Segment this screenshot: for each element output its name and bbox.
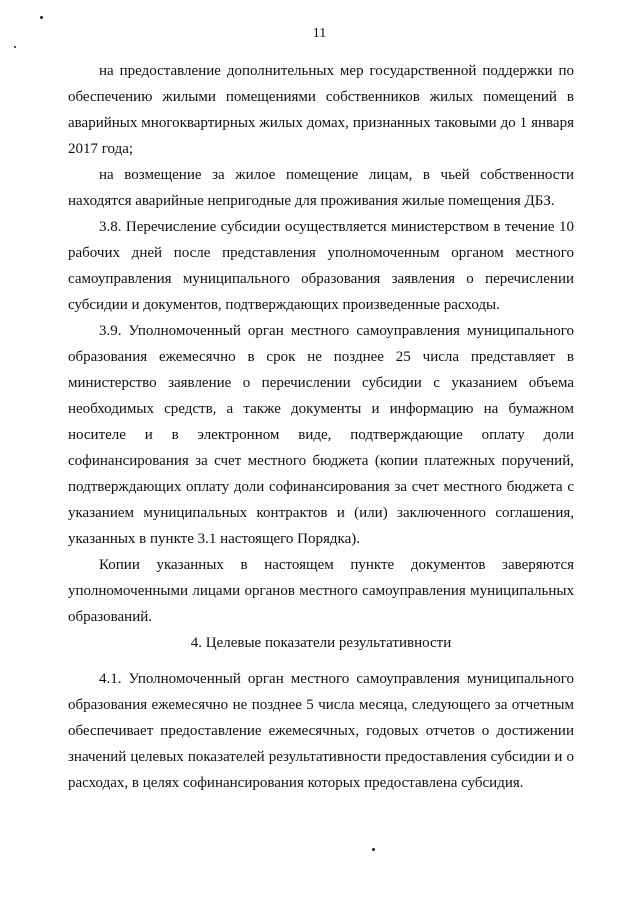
paragraph-3-8: 3.8. Перечисление субсидии осуществляется министерством в течение 10 рабочих дней после представления уполномоченным органом местного самоуправления муниципального образования заявления о перечислении субсидии и документов, подтверждающих произведенные расходы.: [68, 219, 574, 313]
scan-speck: [14, 46, 16, 48]
body-text-top: [68, 58, 574, 630]
scan-speck: [372, 848, 375, 851]
paragraph-4-1: 4.1. Уполномоченный орган местного самоуправления муниципального образования ежемесячно не позднее 5 числа месяца, следующего за отчетным обеспечивает предоставление ежемесячных, годовых отчетов о достижении значений целевых показателей результативности предоставления субсидии и о расходах, в целях софинансирования которых предоставлена субсидия.: [68, 671, 574, 791]
paragraph-copies: Копии указанных в настоящем пункте документов заверяются уполномоченными лицами органов местного самоуправления муниципальных образований.: [68, 557, 574, 625]
section-4: [68, 630, 574, 796]
paragraph-3-9: 3.9. Уполномоченный орган местного самоуправления муниципального образования ежемесячно в срок не позднее 25 числа представляет в министерство заявление о перечислении субсидии с указанием объема необходимых средств, а также документы и информацию на бумажном носителе и в электронном виде, подтверждающие оплату доли софинансирования за счет местного бюджета (копии платежных поручений, подтверждающих оплату доли софинансирования за счет местного бюджета с указанием муниципальных контрактов и (или) заключенного соглашения, указанных в пункте 3.1 настоящего Порядка).: [68, 323, 574, 547]
paragraph-compensation: на возмещение за жилое помещение лицам, в чьей собственности находятся аварийные непригодные для проживания жилые помещения ДБЗ.: [68, 167, 574, 209]
page-number: 11: [312, 26, 327, 41]
paragraph-additional-support: на предоставление дополнительных мер государственной поддержки по обеспечению жилыми помещениями собственников жилых помещений в аварийных многоквартирных жилых домах, признанных таковыми до 1 января 2017 года;: [68, 63, 574, 157]
section-heading: 4. Целевые показатели результативности: [190, 635, 452, 651]
scan-speck: [40, 16, 43, 19]
